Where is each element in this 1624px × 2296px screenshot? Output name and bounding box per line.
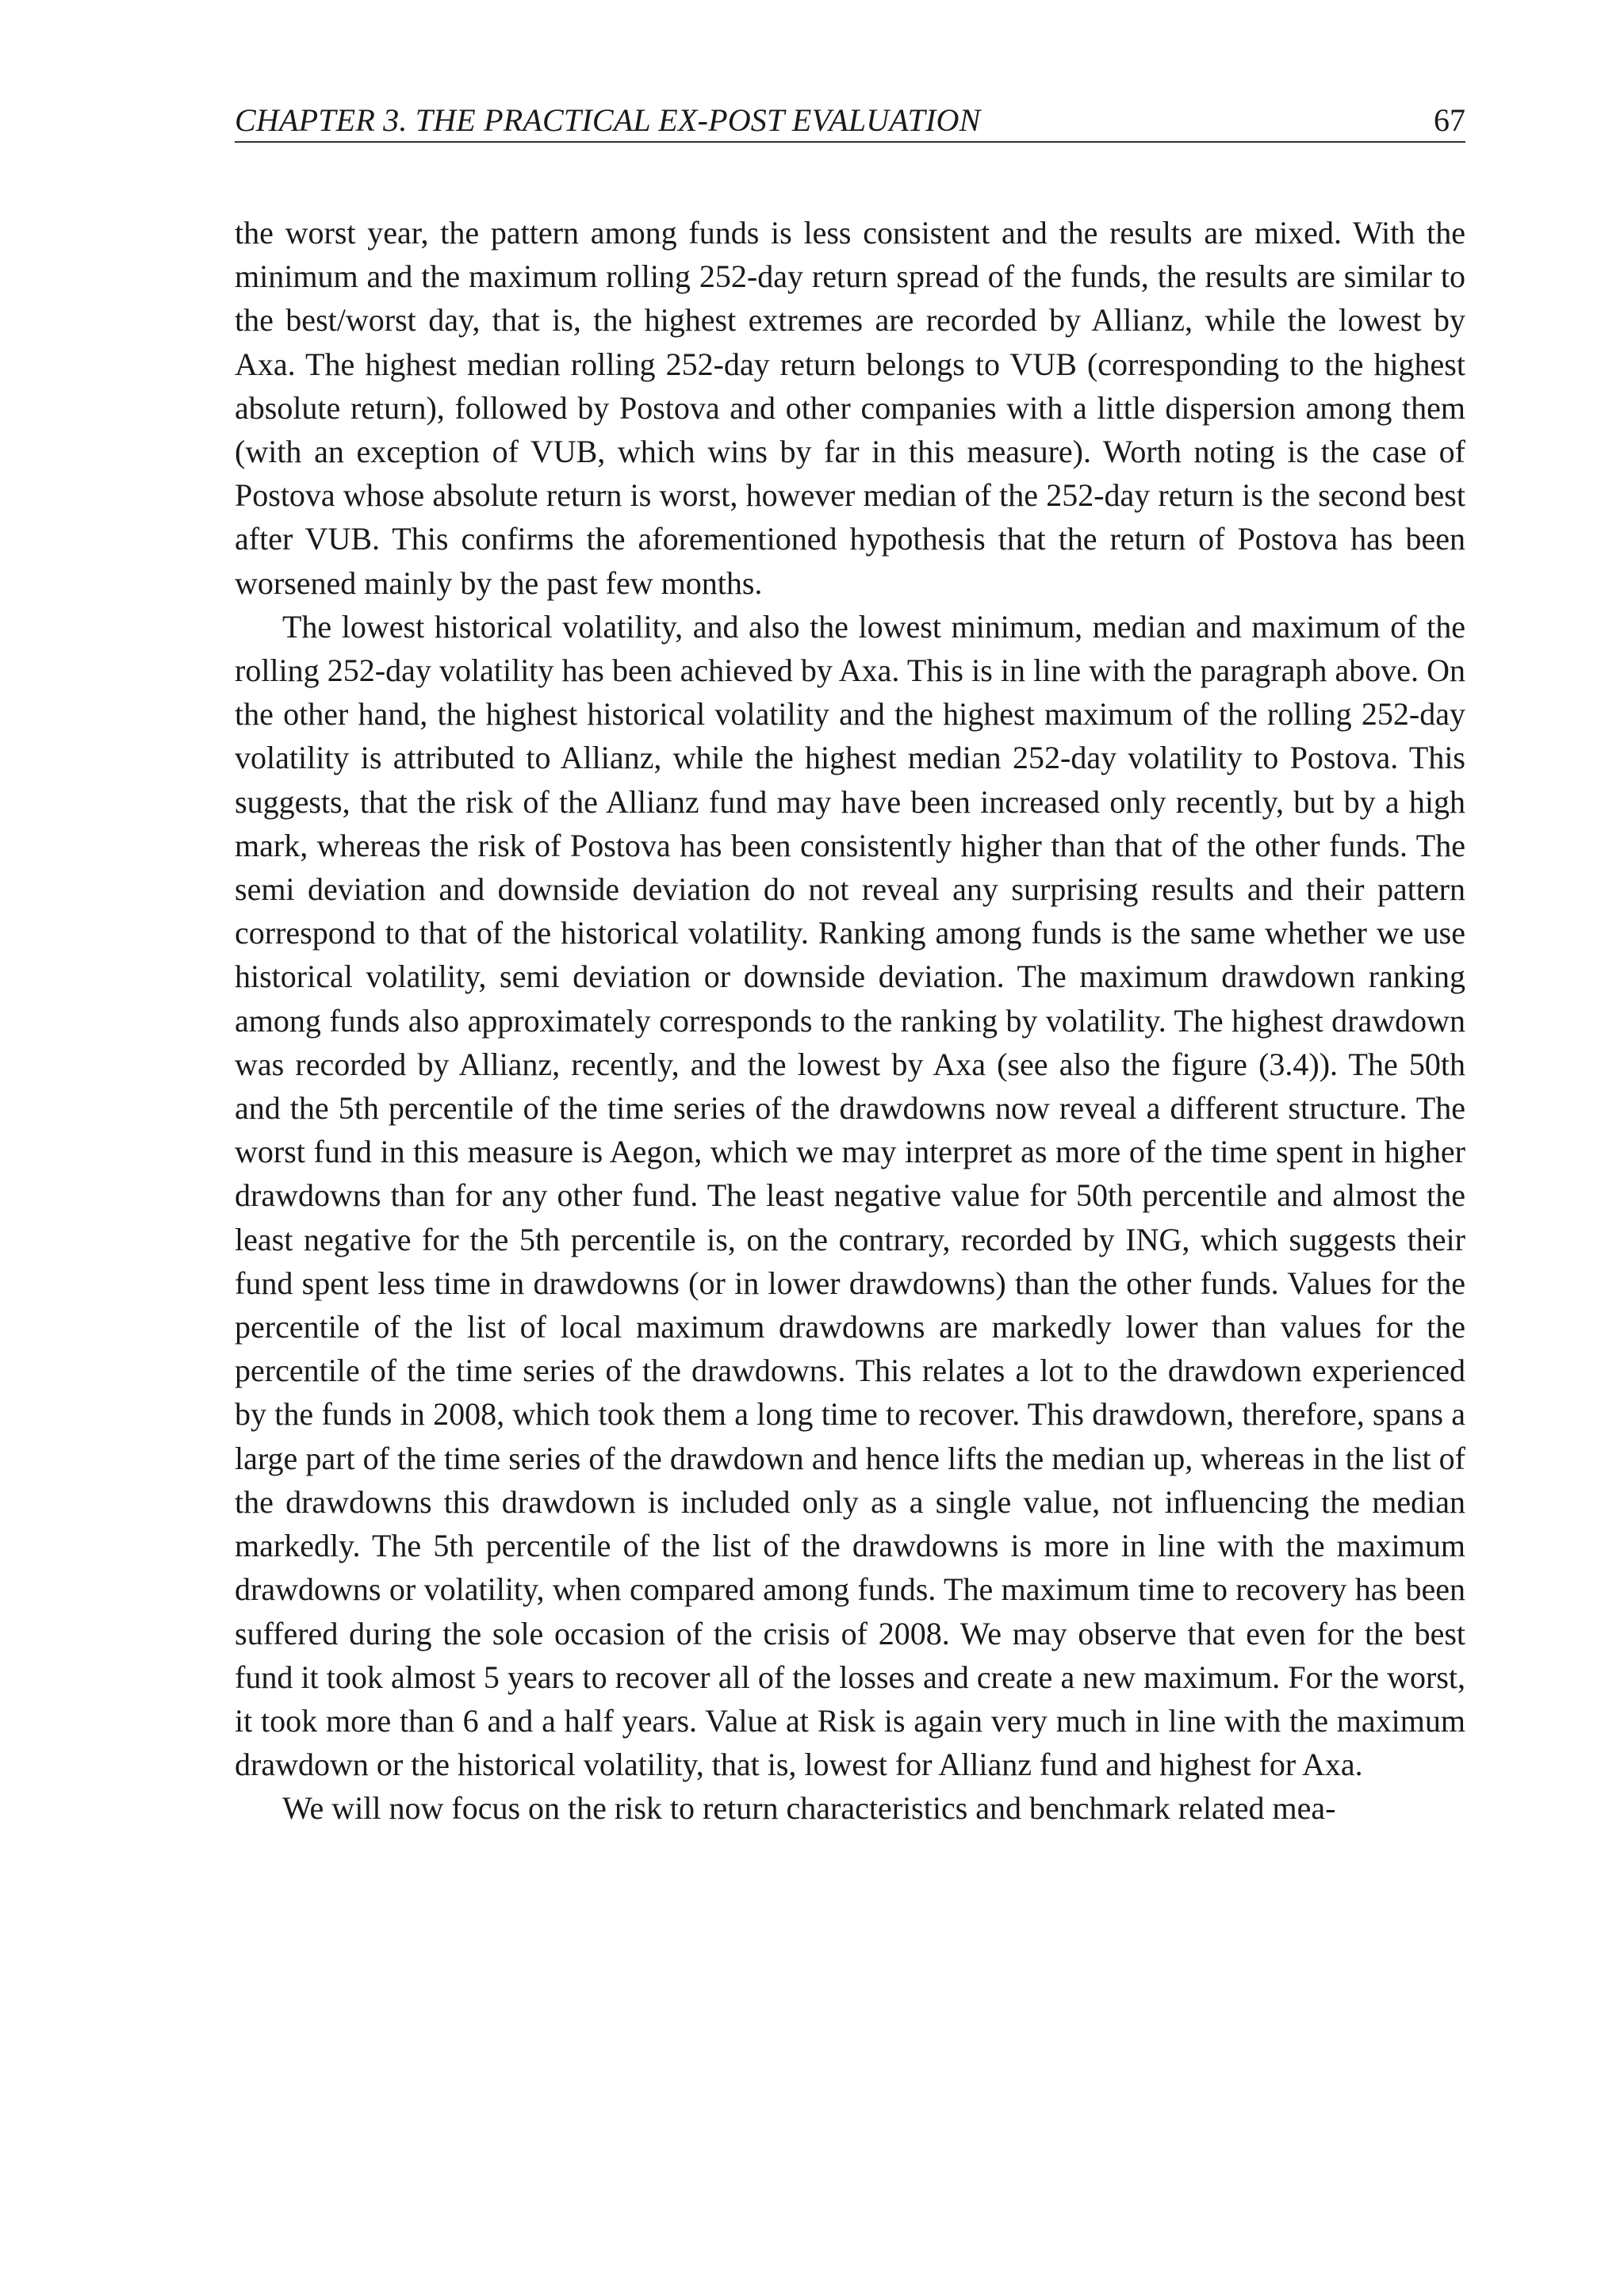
paragraph: We will now focus on the risk to return characteristics and benchmark related mea-	[282, 1790, 1336, 1827]
chapter-title: CHAPTER 3. THE PRACTICAL EX-POST EVALUATION	[235, 102, 981, 138]
running-header	[235, 101, 1465, 143]
paragraph: the worst year, the pattern among funds is less consistent and the results are mixed. With the minimum and the maximum rolling 252-day return spread of the funds, the results are similar to the best/worst day, that is, the highest extremes are recorded by Allianz, while the lowest by Axa. The highest median rolling 252-day return belongs to VUB (corresponding to the highest absolute return), followed by Postova and other companies with a little dispersion among them (with an exception of VUB, which wins by far in this measure). Worth noting is the case of Postova whose absolute return is worst, however median of the 252-day return is the second best after VUB. This confirms the aforementioned hypothesis that the return of Postova has been worsened mainly by the past few months.	[235, 215, 1465, 601]
page-number: 67	[1434, 102, 1465, 138]
body-text	[235, 211, 1465, 1831]
paragraph: The lowest historical volatility, and also the lowest minimum, median and maximum of the rolling 252-day volatility has been achieved by Axa. This is in line with the paragraph above. On the other hand, the highest historical volatility and the highest maximum of the rolling 252-day volatility is attributed to Allianz, while the highest median 252-day volatility to Postova. This suggests, that the risk of the Allianz fund may have been increased only recently, but by a high mark, whereas the risk of Postova has been consistently higher than that of the other funds. The semi deviation and downside deviation do not reveal any surprising results and their pattern correspond to that of the historical volatility. Ranking among funds is the same whether we use historical volatility, semi deviation or downside deviation. The maximum drawdown ranking among funds also approximately corresponds to the ranking by volatility. The highest drawdown was recorded by Allianz, recently, and the lowest by Axa (see also the figure (3.4)). The 50th and the 5th percentile of the time series of the drawdowns now reveal a different structure. The worst fund in this measure is Aegon, which we may interpret as more of the time spent in higher drawdowns than for any other fund. The least negative value for 50th percentile and almost the least negative for the 5th percentile is, on the contrary, recorded by ING, which suggests their fund spent less time in drawdowns (or in lower drawdowns) than the other funds. Values for the percentile of the list of local maximum drawdowns are markedly lower than values for the percentile of the time series of the drawdowns. This relates a lot to the drawdown experienced by the funds in 2008, which took them a long time to recover. This drawdown, therefore, spans a large part of the time series of the drawdown and hence lifts the median up, whereas in the list of the drawdowns this drawdown is included only as a single value, not influencing the median markedly. The 5th percentile of the list of the drawdowns is more in line with the maximum drawdowns or volatility, when compared among funds. The maximum time to recovery has been suffered during the sole occasion of the crisis of 2008. We may observe that even for the best fund it took almost 5 years to recover all of the losses and create a new maximum. For the worst, it took more than 6 and a half years. Value at Risk is again very much in line with the maximum drawdown or the historical volatility, that is, lowest for Allianz fund and highest for Axa.	[235, 608, 1465, 1783]
